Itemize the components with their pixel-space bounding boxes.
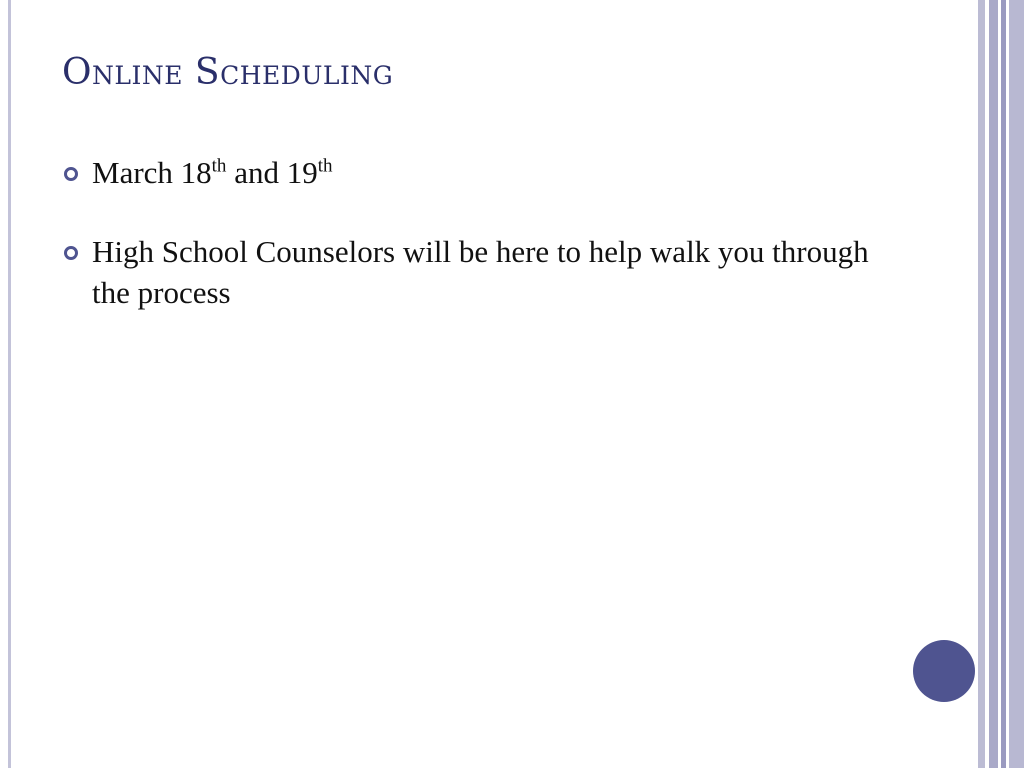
slide-title: Online Scheduling (62, 52, 394, 93)
bullet-ring-icon (64, 167, 78, 181)
decorative-circle (913, 640, 975, 702)
ordinal-suffix: th (211, 155, 227, 177)
bullet-item-counselors (62, 231, 882, 313)
bullet-text-part: and 19 (226, 155, 318, 190)
left-border-line (8, 0, 11, 768)
ordinal-suffix: th (317, 155, 333, 177)
bullet-ring-icon (64, 246, 78, 260)
right-stripe (989, 0, 998, 768)
right-stripe (978, 0, 985, 768)
bullet-text-part: March 18 (92, 155, 212, 190)
bullet-item-dates (62, 152, 882, 193)
bullet-list (62, 152, 882, 351)
bullet-text: High School Counselors will be here to help walk you through the process (92, 234, 869, 310)
right-stripe (1009, 0, 1024, 768)
